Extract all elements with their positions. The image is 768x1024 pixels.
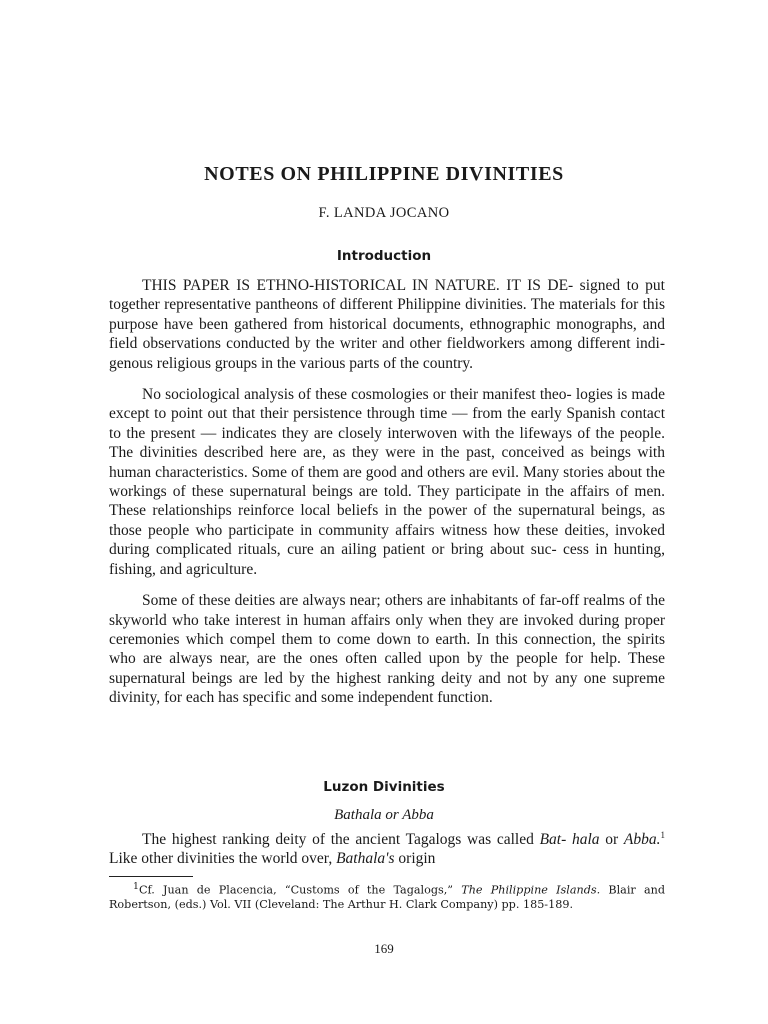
text-span: or — [599, 831, 624, 848]
author-name: F. LANDA JOCANO — [318, 205, 450, 221]
section-heading-introduction: Introduction — [336, 248, 432, 264]
italic-term: Abba. — [623, 831, 661, 848]
footnote — [109, 880, 665, 912]
text-span: Like other divinities the world over, — [109, 850, 337, 868]
text-span: origin — [394, 850, 436, 868]
page-number: 169 — [374, 941, 394, 956]
paragraph: Some of these deities are always near; others are inhabitants of far-off realms of the skyworld who take interest in human affairs only when they are invoked during proper ceremonies which compel them to come down to earth. In this connection, the spirits who are always near, are the ones often called upon by the people for help. These supernatural beings are led by the highest ranking deity and not by any one supreme divinity, for each has specific and some independent function. — [109, 592, 665, 707]
text-span: Cf. Juan de Placencia, “Customs of the Tagalogs,” — [138, 883, 462, 897]
italic-term: Bathala's — [336, 850, 395, 868]
luzon-body — [109, 830, 665, 881]
footnote-divider — [109, 876, 193, 877]
paragraph: THIS PAPER IS ETHNO-HISTORICAL IN NATURE. IT IS DE- signed to put together representative pantheons of different Philippine divinities. The materials for this purpose have been gathered from historical documents, ethnographic monographs, and field observations conducted by the writer and other fieldworkers among different indi- genous religious groups in the various parts of the country. — [109, 277, 665, 372]
footnote-ref[interactable]: 1 — [660, 829, 665, 840]
paragraph — [109, 830, 665, 869]
italic-title: The Philippine Islands. — [461, 883, 601, 897]
text-span: Blair and Robertson, (eds.) Vol. VII (Cleveland: The Arthur H. Clark Company) pp. 185-189. — [109, 883, 666, 911]
paragraph: No sociological analysis of these cosmologies or their manifest theo- logies is made except to point out that their persistence through time — from the early Spanish contact to the present — indicates they are closely interwoven with the lifeways of the people. The divinities described here are, as they were in the past, conceived as beings with human characteristics. Some of them are good and others are evil. Many stories about the workings of these supernatural beings are told. They participate in the affairs of men. These relationships reinforce local beliefs in the power of the supernatural beings, as those people who participate in community affairs witness how these deities, invoked during complicated rituals, cure an ailing patient or bring about suc- cess in hunting, fishing, and agriculture. — [109, 386, 665, 578]
italic-term: Bat- hala — [539, 831, 600, 848]
text-span: The highest ranking deity of the ancient Tagalogs was called — [142, 831, 540, 848]
footnote-text — [109, 880, 665, 912]
introduction-body — [109, 276, 665, 720]
footnote-marker: 1 — [133, 881, 139, 892]
paper-title: NOTES ON PHILIPPINE DIVINITIES — [204, 163, 564, 185]
section-heading-luzon-divinities: Luzon Divinities — [323, 779, 445, 795]
subsection-heading: Bathala or Abba — [334, 807, 434, 823]
